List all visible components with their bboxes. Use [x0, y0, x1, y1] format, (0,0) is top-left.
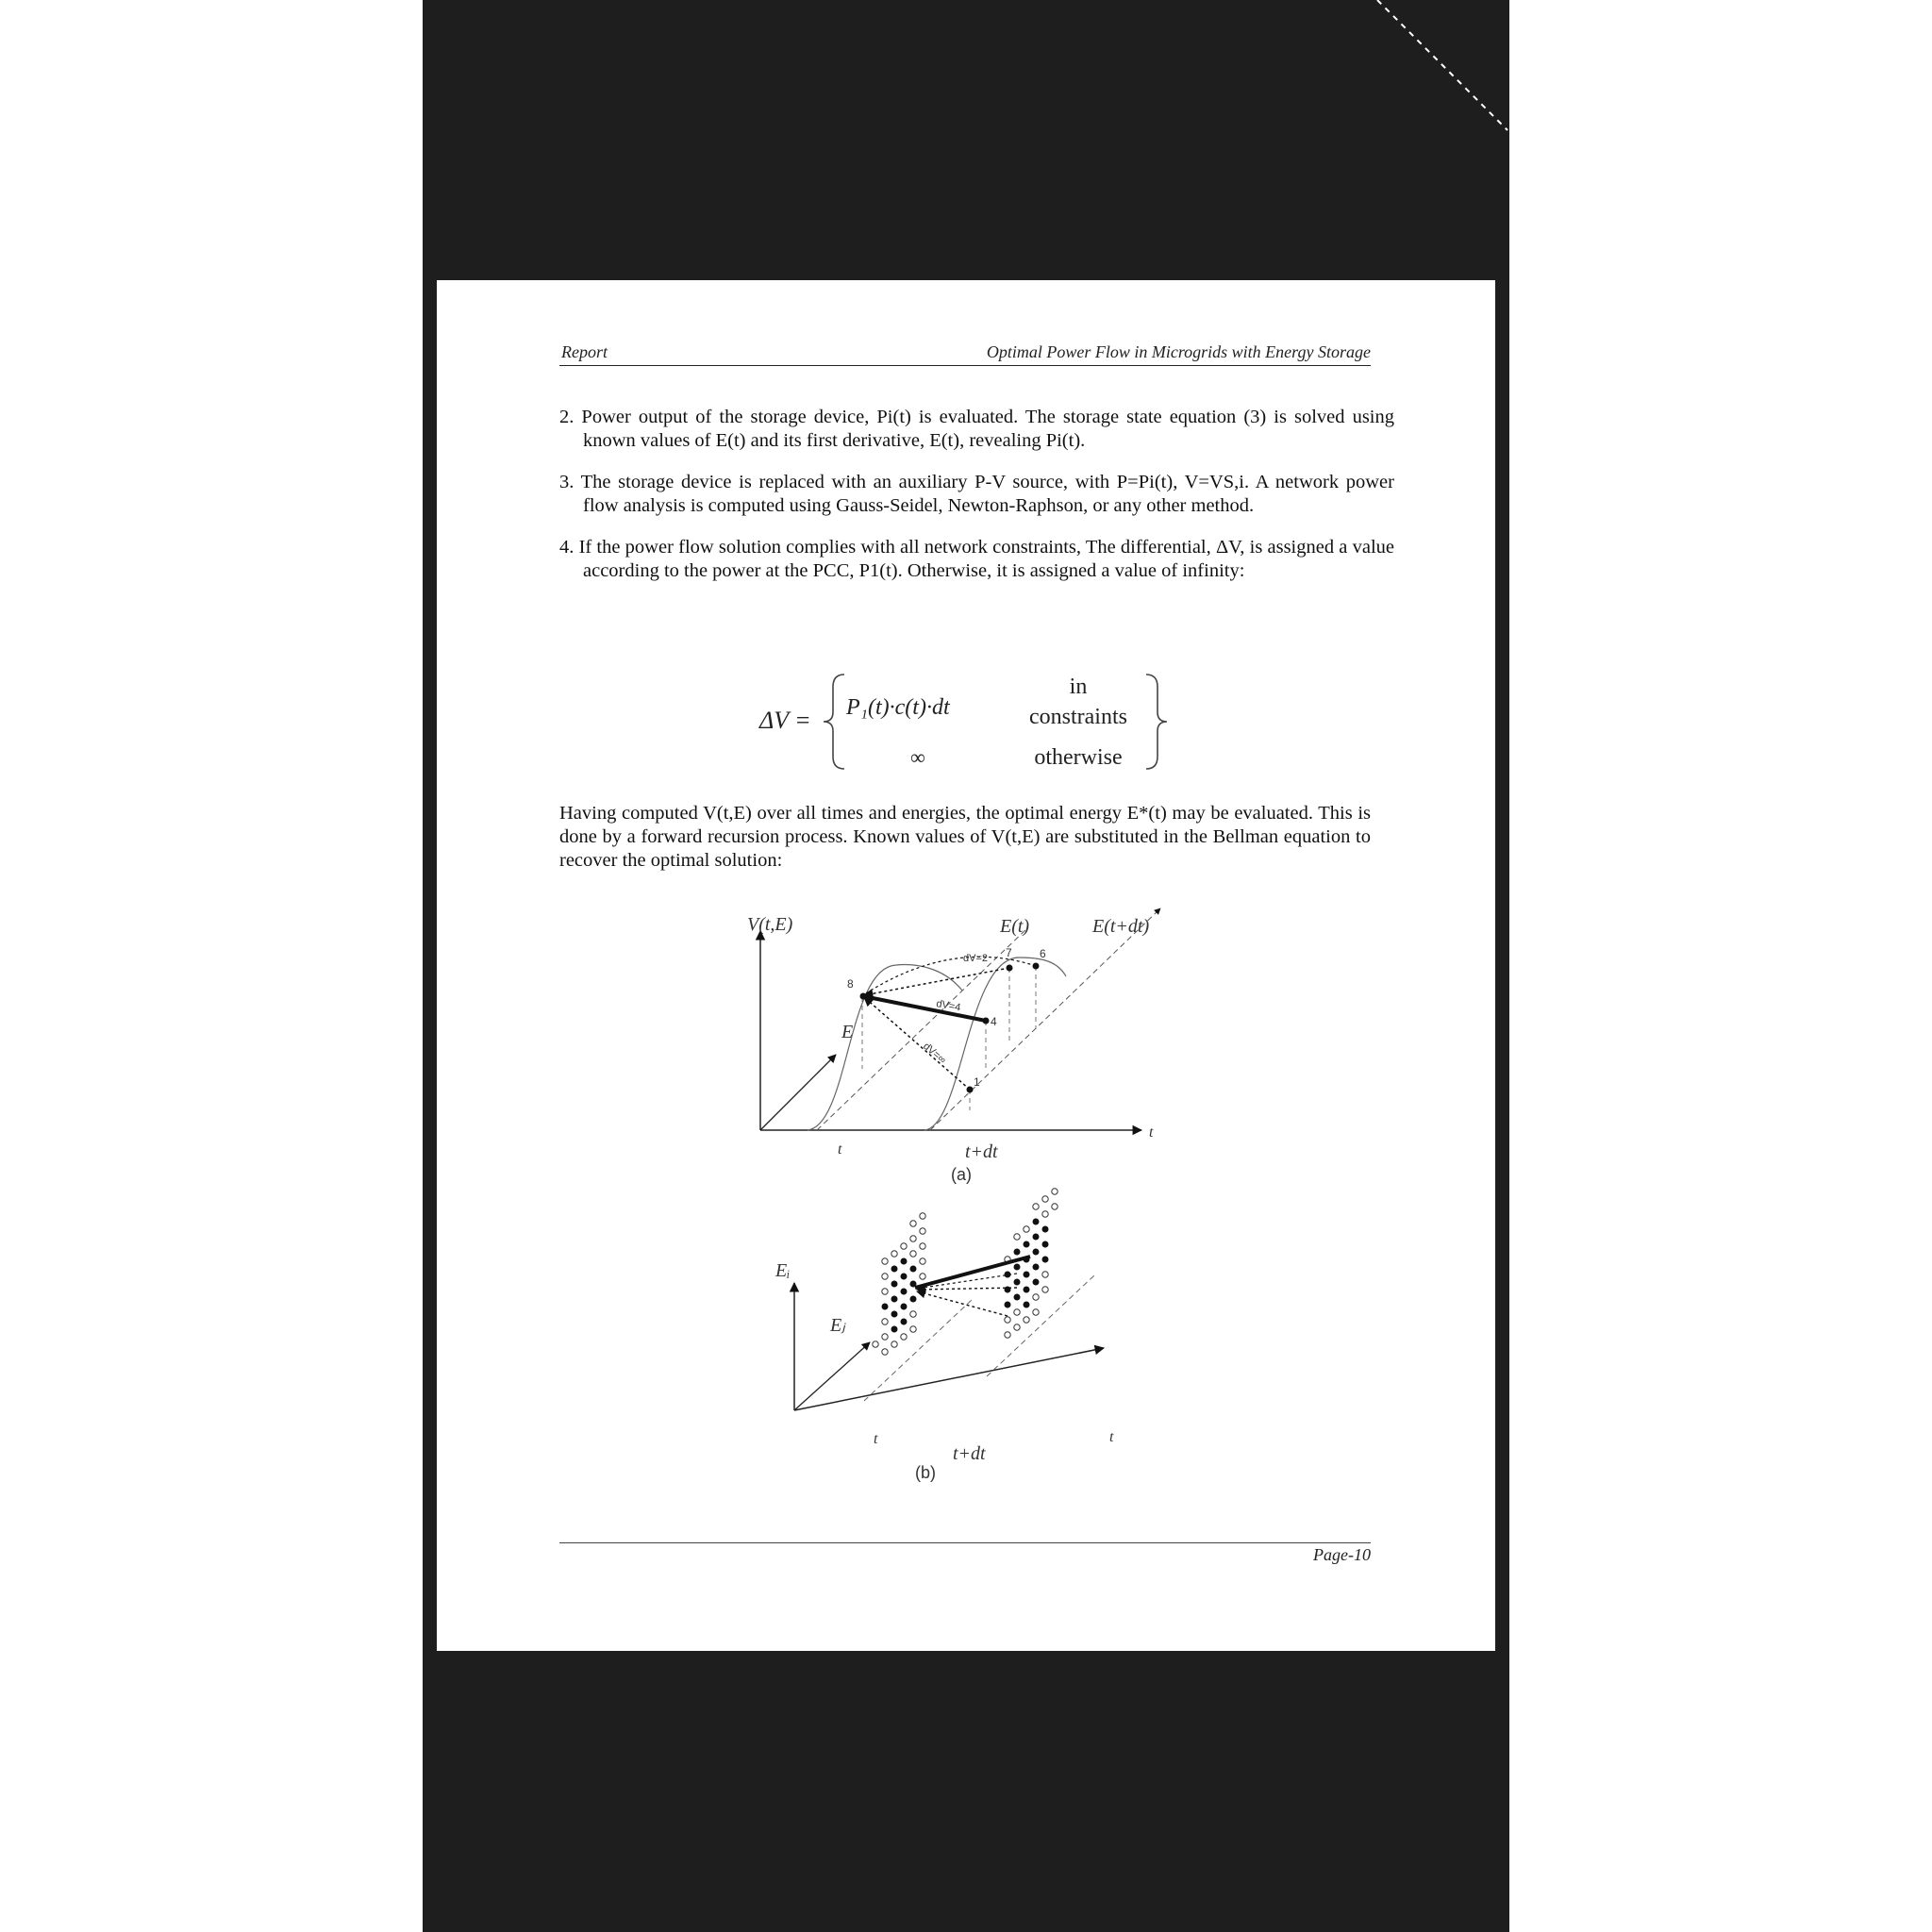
b-edge-dashed-3: [917, 1274, 1017, 1289]
a-caption: (a): [951, 1165, 972, 1184]
b-e-axis-label: Eⱼ: [830, 1315, 845, 1336]
b-edge-optimal: [915, 1257, 1030, 1288]
page-number: Page-10: [1313, 1545, 1371, 1564]
a-curve-t: [808, 965, 962, 1130]
a-node-label-4: 4: [991, 1015, 997, 1028]
b-tdt-label: t+dt: [953, 1443, 986, 1464]
footer-rule: [559, 1542, 1371, 1543]
header-left: Report: [561, 342, 608, 361]
bellman-figure: [736, 901, 1198, 1486]
list-item-4: 4. If the power flow solution complies with all network constraints, The differential, ΔV, is assigned a value according to the power at the PCC, P1(t). Otherwise, it is assigned a value of infinity:: [559, 537, 1394, 581]
a-node-8: [860, 993, 867, 1000]
right-brace: [1146, 675, 1167, 769]
a-edge-label-dv2: dV=2: [963, 953, 988, 964]
left-brace: [824, 675, 844, 769]
b-axis-end-label: t: [1109, 1429, 1114, 1445]
equation-lhs: ΔV =: [759, 707, 811, 734]
b-t-label: t: [874, 1431, 878, 1447]
a-edge-label-dv4: dV=4: [935, 998, 962, 1014]
b-edge-dashed-1: [917, 1288, 1017, 1290]
a-energy-axis: [760, 1055, 836, 1130]
a-axis-end-label: t: [1149, 1124, 1154, 1141]
a-node-7: [1007, 965, 1013, 972]
a-node-4: [983, 1018, 990, 1024]
b-time-axis: [794, 1348, 1104, 1410]
a-node-label-7: 7: [1006, 946, 1012, 959]
running-header: [559, 342, 1371, 366]
header-right: Optimal Power Flow in Microgrids with Energy Storage: [986, 342, 1371, 361]
a-tdt-label: t+dt: [965, 1141, 998, 1162]
delta-v-equation: [750, 660, 1184, 783]
a-t-label: t: [838, 1141, 842, 1158]
body-paragraph: Having computed V(t,E) over all times and energies, the optimal energy E*(t) may be evaluated. This is done by a forward recursion process. Known values of V(t,E) are substituted in the Bellman equation to recover the optimal solution:: [559, 803, 1371, 871]
a-node-label-8: 8: [847, 977, 854, 991]
a-node-label-6: 6: [1040, 947, 1046, 960]
a-edge-optimal: [863, 996, 986, 1021]
a-curve-label-1: E(t): [1000, 916, 1030, 937]
b-energy-axis: [794, 1342, 870, 1410]
b-edge-dashed-2: [917, 1291, 1008, 1316]
b-grid-t: [873, 1213, 925, 1355]
a-e-axis-label: E: [841, 1022, 854, 1042]
a-node-label-1: 1: [974, 1075, 980, 1089]
subfigure-b: [774, 1189, 1114, 1482]
equation-row2-cond: otherwise: [1034, 745, 1123, 770]
a-node-1: [967, 1087, 974, 1093]
a-node-6: [1033, 963, 1040, 970]
list-item-3: 3. The storage device is replaced with an auxiliary P-V source, with P=Pi(t), V=VS,i. A network power flow analysis is computed using Gauss-Seidel, Newton-Raphson, or any other method.: [559, 472, 1394, 516]
a-edge-node6: [866, 957, 1036, 993]
a-curve-label-2: E(t+dt): [1092, 916, 1150, 937]
b-y-axis-label: Eᵢ: [775, 1260, 791, 1281]
dashed-corner-line: [1358, 0, 1509, 132]
b-caption: (b): [915, 1463, 936, 1482]
equation-row1-cond-b: constraints: [1029, 705, 1127, 729]
a-dashed-line-tdt: [930, 908, 1160, 1130]
equation-row2-expr: ∞: [910, 745, 925, 769]
list-item-2: 2. Power output of the storage device, Pi(t) is evaluated. The storage state equation (3) is solved using known values of E(t) and its first derivative, E(t), revealing Pi(t).: [559, 407, 1394, 451]
equation-row1-expr: P₁(t)·c(t)·dt: [846, 695, 950, 720]
a-edge-label-dvinf: dV=∞: [921, 1041, 949, 1067]
equation-row1-cond-a: in: [1069, 675, 1088, 699]
a-y-axis-label: V(t,E): [747, 914, 793, 935]
subfigure-a: [747, 908, 1160, 1184]
a-curve-tdt: [924, 958, 1066, 1130]
